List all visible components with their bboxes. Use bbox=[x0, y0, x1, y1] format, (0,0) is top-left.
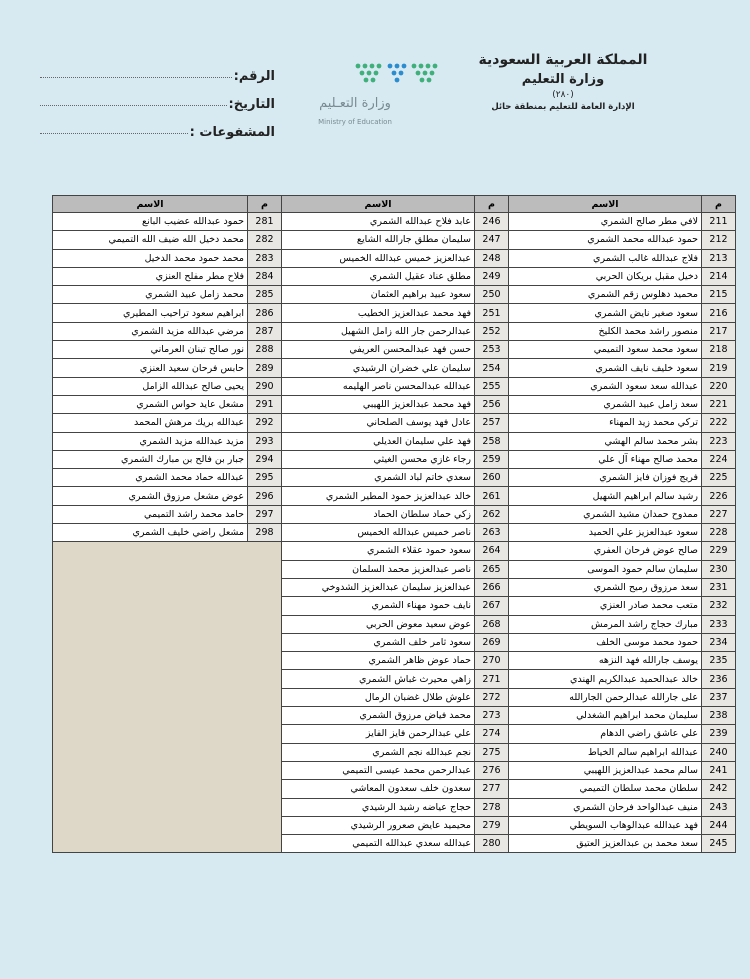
row-number: 239 bbox=[702, 725, 736, 743]
table-row bbox=[53, 524, 736, 542]
person-name: عبدالرحمن محمد عيسى التميمي bbox=[282, 761, 475, 779]
person-name: يوسف جارالله فهد النزهه bbox=[509, 652, 702, 670]
row-number: 290 bbox=[248, 377, 282, 395]
person-name: عبدالله بريك مرهش المحمد bbox=[53, 414, 248, 432]
row-number: 248 bbox=[475, 249, 509, 267]
row-number: 291 bbox=[248, 395, 282, 413]
row-number: 283 bbox=[248, 249, 282, 267]
person-name: بشر محمد سالم الهشي bbox=[509, 432, 702, 450]
person-name: سليمان علي خضران الرشيدي bbox=[282, 359, 475, 377]
person-name: خالد عبدالعزيز حمود المطير الشمري bbox=[282, 487, 475, 505]
person-name: زاهي محيرث غباش الشمري bbox=[282, 670, 475, 688]
table-row bbox=[53, 286, 736, 304]
row-number: 221 bbox=[702, 395, 736, 413]
person-name: حماد عوض ظاهر الشمري bbox=[282, 652, 475, 670]
letterhead-right bbox=[448, 52, 678, 112]
logo-dots-icon bbox=[350, 58, 440, 88]
row-number: 217 bbox=[702, 322, 736, 340]
person-name: نايف حمود مهناء الشمري bbox=[282, 597, 475, 615]
row-number: 270 bbox=[475, 652, 509, 670]
row-number: 230 bbox=[702, 560, 736, 578]
person-name: مرضي عبدالله مزيد الشمري bbox=[53, 322, 248, 340]
row-number: 289 bbox=[248, 359, 282, 377]
person-name: سعود صغير نايض الشمري bbox=[509, 304, 702, 322]
ref-number-line bbox=[40, 76, 232, 78]
person-name: سليمان محمد ابراهيم الشغدلي bbox=[509, 707, 702, 725]
person-name: حسن فهد عبدالمحسن العريفي bbox=[282, 341, 475, 359]
person-name: سليمان مطلق جارالله الشايع bbox=[282, 231, 475, 249]
ministry-logo bbox=[300, 58, 440, 130]
row-number: 287 bbox=[248, 322, 282, 340]
row-number: 213 bbox=[702, 249, 736, 267]
table-header-row bbox=[53, 196, 736, 213]
table-row bbox=[53, 432, 736, 450]
admin-title: الإدارة العامة للتعليم بمنطقة حائل bbox=[491, 102, 635, 112]
person-name: فهد عبدالله عبدالوهاب السويطي bbox=[509, 816, 702, 834]
row-number: 252 bbox=[475, 322, 509, 340]
person-name: خالد عبدالحميد عبدالكريم الهندي bbox=[509, 670, 702, 688]
row-number: 220 bbox=[702, 377, 736, 395]
row-number: 241 bbox=[702, 761, 736, 779]
table-row bbox=[53, 213, 736, 231]
row-number: 265 bbox=[475, 560, 509, 578]
person-name: عبدالله سعد سعود الشمري bbox=[509, 377, 702, 395]
person-name: محمد صالح مهناء آل علي bbox=[509, 450, 702, 468]
row-number: 242 bbox=[702, 780, 736, 798]
person-name: رجاء غازي محسن الغيثي bbox=[282, 450, 475, 468]
person-name: منصور راشد محمد الكليخ bbox=[509, 322, 702, 340]
person-name: فريج فوزان فايز الشمري bbox=[509, 469, 702, 487]
person-name: زكي حماد سلطان الحماد bbox=[282, 505, 475, 523]
row-number: 274 bbox=[475, 725, 509, 743]
row-number: 262 bbox=[475, 505, 509, 523]
row-number: 251 bbox=[475, 304, 509, 322]
person-name: مشعل عايد حواس الشمري bbox=[53, 395, 248, 413]
num-header: م bbox=[702, 196, 736, 213]
row-number: 275 bbox=[475, 743, 509, 761]
date-line bbox=[40, 104, 227, 106]
row-number: 273 bbox=[475, 707, 509, 725]
ministry-title: وزارة التعليم bbox=[521, 72, 605, 87]
person-name: عبدالرحمن جار الله زامل الشهيل bbox=[282, 322, 475, 340]
person-name: مزيد عبدالله مزيد الشمري bbox=[53, 432, 248, 450]
row-number: 246 bbox=[475, 213, 509, 231]
row-number: 236 bbox=[702, 670, 736, 688]
person-name: مبارك حجاج راشد المرمش bbox=[509, 615, 702, 633]
row-number: 280 bbox=[475, 835, 509, 853]
row-number: 226 bbox=[702, 487, 736, 505]
person-name: مشعل راضي خليف الشمري bbox=[53, 524, 248, 542]
table-row bbox=[53, 487, 736, 505]
row-number: 294 bbox=[248, 450, 282, 468]
row-number: 231 bbox=[702, 578, 736, 596]
table-row bbox=[53, 322, 736, 340]
row-number: 296 bbox=[248, 487, 282, 505]
row-number: 249 bbox=[475, 267, 509, 285]
person-name: عبدالله حماد محمد الشمري bbox=[53, 469, 248, 487]
row-number: 276 bbox=[475, 761, 509, 779]
person-name: علي عاشق راضي الدهام bbox=[509, 725, 702, 743]
row-number: 269 bbox=[475, 633, 509, 651]
person-name: محمد فياض مرزوق الشمري bbox=[282, 707, 475, 725]
attachments-line bbox=[40, 132, 188, 134]
row-number: 263 bbox=[475, 524, 509, 542]
person-name: محميد دهلوس زقم الشمري bbox=[509, 286, 702, 304]
person-name: محمد حمود محمد الدخيل bbox=[53, 249, 248, 267]
person-name: صالح عوض فرحان العفري bbox=[509, 542, 702, 560]
row-number: 237 bbox=[702, 688, 736, 706]
person-name: نجم عبدالله نجم الشمري bbox=[282, 743, 475, 761]
row-number: 240 bbox=[702, 743, 736, 761]
row-number: 234 bbox=[702, 633, 736, 651]
row-number: 253 bbox=[475, 341, 509, 359]
row-number: 250 bbox=[475, 286, 509, 304]
person-name: نور صالح تبنان العرماني bbox=[53, 341, 248, 359]
num-header: م bbox=[475, 196, 509, 213]
table-row bbox=[53, 231, 736, 249]
person-name: ممدوح حمدان مشيد الشمري bbox=[509, 505, 702, 523]
row-number: 267 bbox=[475, 597, 509, 615]
person-name: عبدالله ابراهيم سالم الخياط bbox=[509, 743, 702, 761]
row-number: 261 bbox=[475, 487, 509, 505]
person-name: جبار بن فالح بن مبارك الشمري bbox=[53, 450, 248, 468]
person-name: سعود خليف نايف الشمري bbox=[509, 359, 702, 377]
person-name: حمود عبدالله عضيب البانع bbox=[53, 213, 248, 231]
person-name: سعود عبيد براهيم العثمان bbox=[282, 286, 475, 304]
ref-number-label: الرقم: bbox=[233, 69, 275, 84]
table-row bbox=[53, 304, 736, 322]
row-number: 271 bbox=[475, 670, 509, 688]
attachments-field bbox=[40, 112, 275, 140]
table-row bbox=[53, 450, 736, 468]
row-number: 295 bbox=[248, 469, 282, 487]
person-name: لافي مطر صالح الشمري bbox=[509, 213, 702, 231]
table-row bbox=[53, 359, 736, 377]
row-number: 214 bbox=[702, 267, 736, 285]
person-name: فلاج عبدالله غالب الشمري bbox=[509, 249, 702, 267]
row-number: 264 bbox=[475, 542, 509, 560]
person-name: سعود ثامر خلف الشمري bbox=[282, 633, 475, 651]
person-name: محيميد عايض صعرور الرشيدي bbox=[282, 816, 475, 834]
row-number: 247 bbox=[475, 231, 509, 249]
row-number: 238 bbox=[702, 707, 736, 725]
kingdom-title: المملكة العربية السعودية bbox=[478, 52, 648, 68]
table-row bbox=[53, 249, 736, 267]
row-number: 244 bbox=[702, 816, 736, 834]
row-number: 245 bbox=[702, 835, 736, 853]
person-name: رشيد سالم ابراهيم الشهيل bbox=[509, 487, 702, 505]
name-header: الاسم bbox=[53, 196, 248, 213]
row-number: 211 bbox=[702, 213, 736, 231]
date-label: التاريخ: bbox=[228, 97, 275, 112]
row-number: 254 bbox=[475, 359, 509, 377]
person-name: فلاح مطر مفلح العنزي bbox=[53, 267, 248, 285]
row-number: 286 bbox=[248, 304, 282, 322]
logo-text-ar: وزارة التعـليم bbox=[319, 96, 391, 111]
person-name: محمد زامل عبيد الشمري bbox=[53, 286, 248, 304]
person-name: ناصر خميس عبدالله الخميس bbox=[282, 524, 475, 542]
row-number: 268 bbox=[475, 615, 509, 633]
row-number: 255 bbox=[475, 377, 509, 395]
num-header: م bbox=[248, 196, 282, 213]
name-header: الاسم bbox=[509, 196, 702, 213]
person-name: سعد زامل عبيد الشمري bbox=[509, 395, 702, 413]
person-name: عوض مشعل مرزوق الشمري bbox=[53, 487, 248, 505]
person-name: حابس فرحان سعيد العنزي bbox=[53, 359, 248, 377]
row-number: 228 bbox=[702, 524, 736, 542]
person-name: سعود عبدالعزيز علي الحميد bbox=[509, 524, 702, 542]
row-number: 292 bbox=[248, 414, 282, 432]
row-number: 278 bbox=[475, 798, 509, 816]
row-number: 285 bbox=[248, 286, 282, 304]
row-number: 284 bbox=[248, 267, 282, 285]
person-name: حامد محمد راشد التميمي bbox=[53, 505, 248, 523]
person-name: علوش طلال غضبان الرمال bbox=[282, 688, 475, 706]
row-number: 288 bbox=[248, 341, 282, 359]
person-name: تركي محمد زيد المهناء bbox=[509, 414, 702, 432]
row-number: 259 bbox=[475, 450, 509, 468]
row-number: 218 bbox=[702, 341, 736, 359]
row-number: 298 bbox=[248, 524, 282, 542]
row-number: 297 bbox=[248, 505, 282, 523]
row-number: 222 bbox=[702, 414, 736, 432]
row-number: 282 bbox=[248, 231, 282, 249]
person-name: حمود محمد موسى الخلف bbox=[509, 633, 702, 651]
row-number: 258 bbox=[475, 432, 509, 450]
person-name: فهد محمد عبدالعزيز اللهيبي bbox=[282, 395, 475, 413]
person-name: عبدالعزيز خميس عبدالله الخميس bbox=[282, 249, 475, 267]
person-name: يحيى صالح عبدالله الزامل bbox=[53, 377, 248, 395]
person-name: فهد علي سليمان العديلي bbox=[282, 432, 475, 450]
person-name: حمود عبدالله محمد الشمري bbox=[509, 231, 702, 249]
table-row bbox=[53, 542, 736, 560]
row-number: 233 bbox=[702, 615, 736, 633]
person-name: ناصر عبدالعزيز محمد السلمان bbox=[282, 560, 475, 578]
row-number: 223 bbox=[702, 432, 736, 450]
row-number: 227 bbox=[702, 505, 736, 523]
person-name: عابد فلاح عبدالله الشمري bbox=[282, 213, 475, 231]
row-number: 279 bbox=[475, 816, 509, 834]
person-name: ابراهيم سعود تراحيب المطيري bbox=[53, 304, 248, 322]
person-name: مطلق عناد عقيل الشمري bbox=[282, 267, 475, 285]
person-name: فهد محمد عبدالعزيز الخطيب bbox=[282, 304, 475, 322]
person-name: سعود حمود عقلاء الشمري bbox=[282, 542, 475, 560]
person-name: حجاج عياضه رشيد الرشيدي bbox=[282, 798, 475, 816]
person-name: عبدالعزيز سليمان عبدالعزيز الشدوخي bbox=[282, 578, 475, 596]
person-name: سعود محمد سعود التميمي bbox=[509, 341, 702, 359]
table-row bbox=[53, 414, 736, 432]
person-name: عبدالله عبدالمحسن ناصر الهليمه bbox=[282, 377, 475, 395]
date-field bbox=[40, 84, 275, 112]
row-number: 281 bbox=[248, 213, 282, 231]
person-name: عادل فهد يوسف الصلحاني bbox=[282, 414, 475, 432]
row-number: 272 bbox=[475, 688, 509, 706]
attachments-label: المشفوعات : bbox=[189, 125, 275, 140]
person-name: سعد محمد بن عبدالعزيز العتيق bbox=[509, 835, 702, 853]
person-name: دخيل مقبل بريكان الحربي bbox=[509, 267, 702, 285]
names-table bbox=[52, 195, 736, 853]
ref-number-field bbox=[40, 56, 275, 84]
person-name: منيف عبدالواحد فرحان الشمري bbox=[509, 798, 702, 816]
table-row bbox=[53, 469, 736, 487]
row-number: 243 bbox=[702, 798, 736, 816]
row-number: 219 bbox=[702, 359, 736, 377]
table-row bbox=[53, 377, 736, 395]
person-name: محمد دخيل الله ضيف الله التميمي bbox=[53, 231, 248, 249]
reference-fields bbox=[40, 56, 275, 140]
row-number: 293 bbox=[248, 432, 282, 450]
row-number: 257 bbox=[475, 414, 509, 432]
empty-area bbox=[53, 542, 282, 853]
row-number: 216 bbox=[702, 304, 736, 322]
row-number: 256 bbox=[475, 395, 509, 413]
table-row bbox=[53, 267, 736, 285]
row-number: 235 bbox=[702, 652, 736, 670]
row-number: 260 bbox=[475, 469, 509, 487]
person-name: علي عبدالرحمن فايز الفايز bbox=[282, 725, 475, 743]
person-name: سليمان سالم حمود الموسى bbox=[509, 560, 702, 578]
row-number: 229 bbox=[702, 542, 736, 560]
table-row bbox=[53, 395, 736, 413]
person-name: على جارالله عبدالرحمن الجارالله bbox=[509, 688, 702, 706]
document-number: (٢٨٠) bbox=[552, 90, 574, 100]
person-name: سلطان محمد سلطان التميمي bbox=[509, 780, 702, 798]
person-name: سعدون خلف سعدون المعاشي bbox=[282, 780, 475, 798]
logo-text-en: Ministry of Education bbox=[318, 118, 392, 126]
person-name: سالم محمد عبدالعزيز اللهيبي bbox=[509, 761, 702, 779]
row-number: 224 bbox=[702, 450, 736, 468]
row-number: 266 bbox=[475, 578, 509, 596]
name-header: الاسم bbox=[282, 196, 475, 213]
table-row bbox=[53, 341, 736, 359]
person-name: سعد مرزوق رميح الشمري bbox=[509, 578, 702, 596]
person-name: متعب محمد صادر العنزي bbox=[509, 597, 702, 615]
table-row bbox=[53, 505, 736, 523]
row-number: 277 bbox=[475, 780, 509, 798]
row-number: 232 bbox=[702, 597, 736, 615]
person-name: عوض سعيد معوض الحربي bbox=[282, 615, 475, 633]
person-name: سعدي خاتم لباد الشمري bbox=[282, 469, 475, 487]
row-number: 225 bbox=[702, 469, 736, 487]
row-number: 215 bbox=[702, 286, 736, 304]
row-number: 212 bbox=[702, 231, 736, 249]
person-name: عبدالله سعدي عبدالله التميمي bbox=[282, 835, 475, 853]
